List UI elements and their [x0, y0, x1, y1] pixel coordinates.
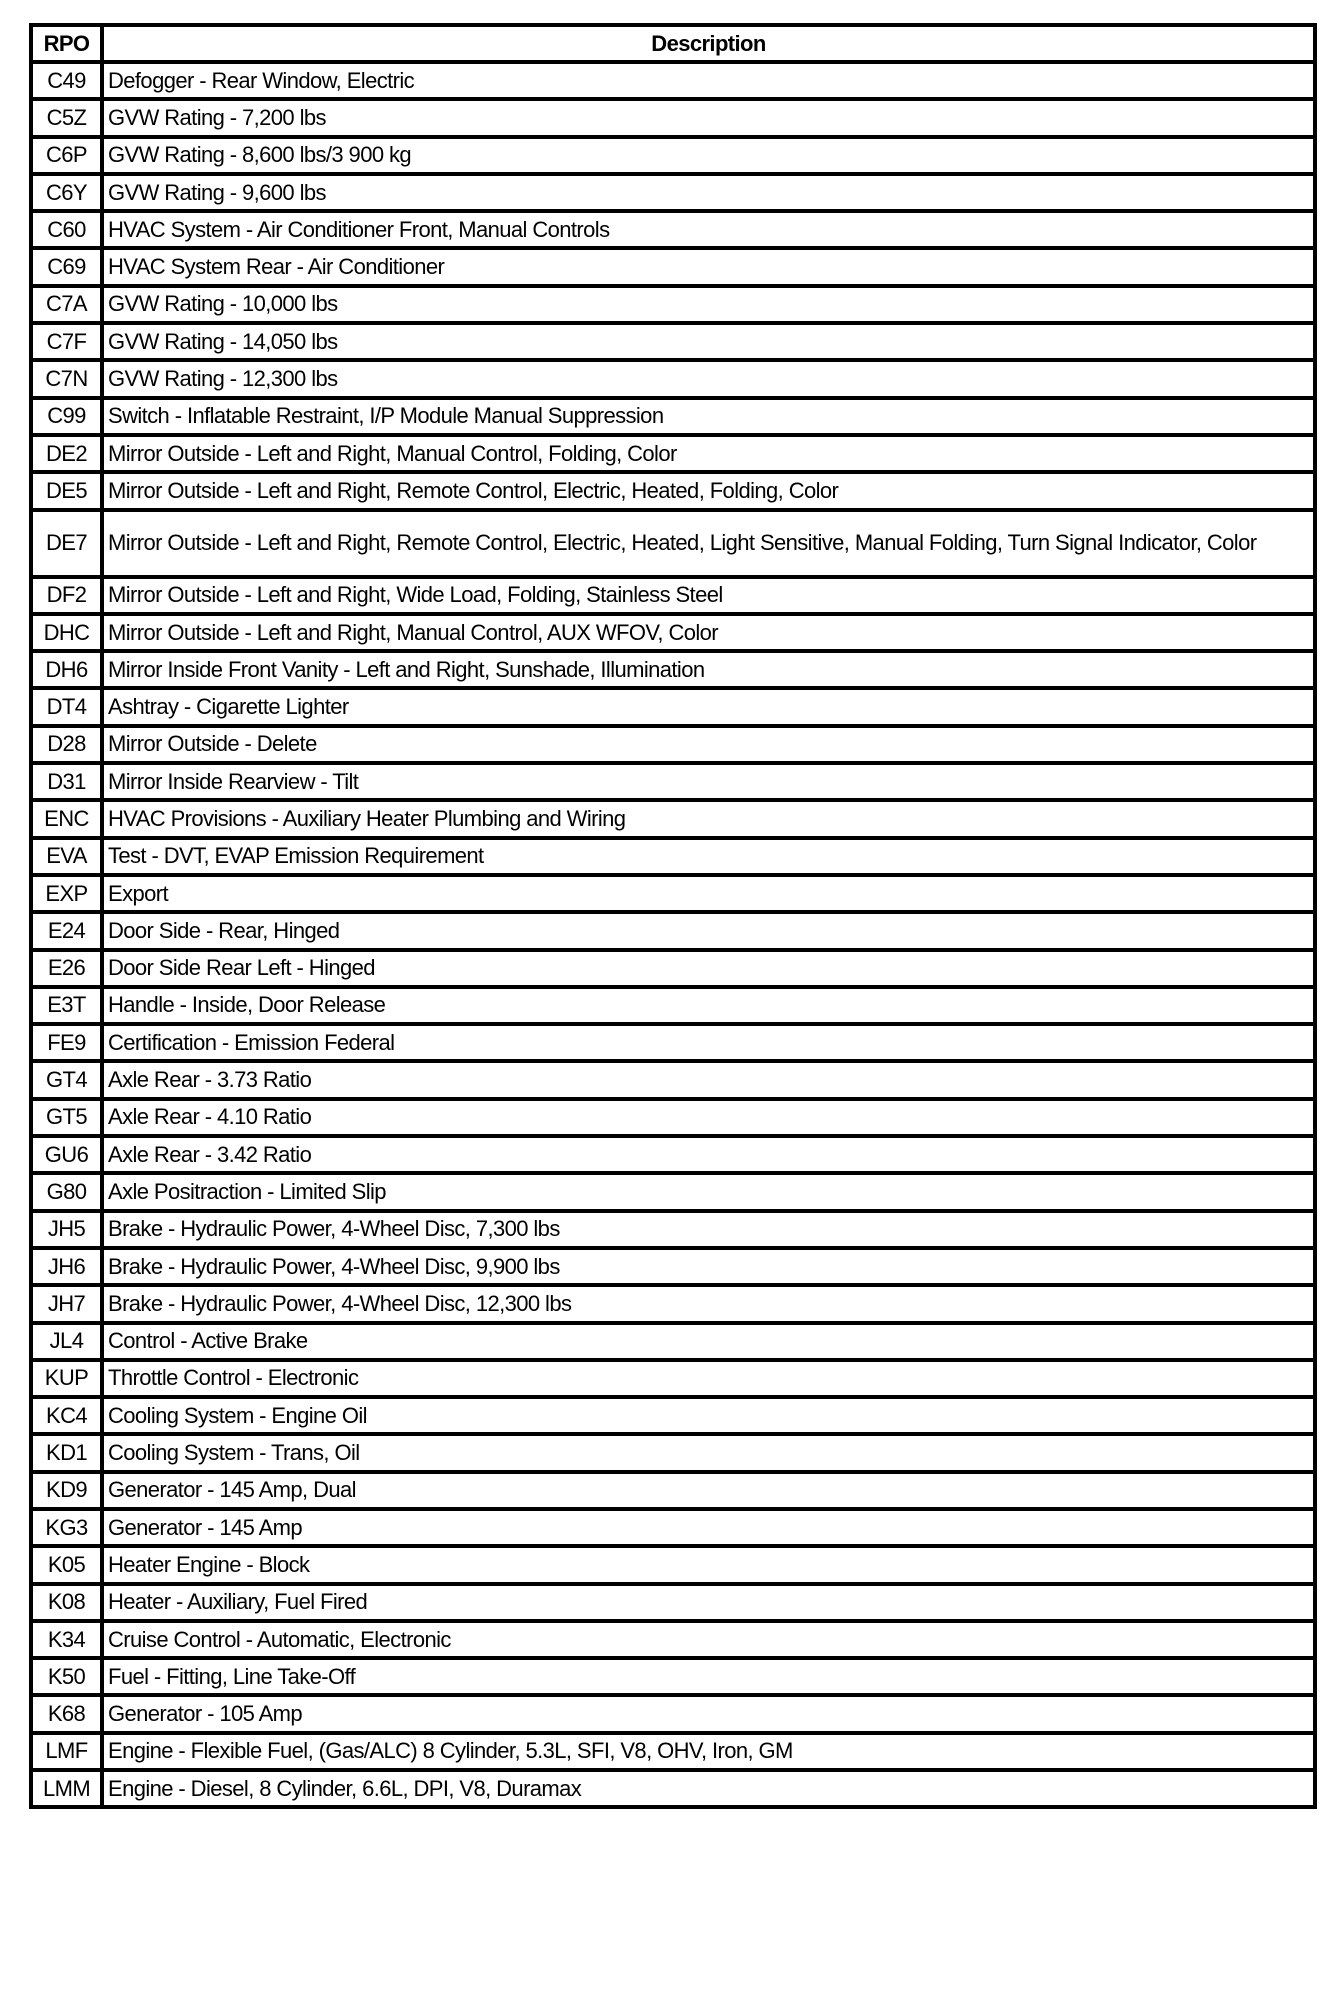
rpo-code-cell: DH6 — [31, 651, 102, 688]
rpo-code-cell: GT4 — [31, 1061, 102, 1098]
rpo-code-cell: K68 — [31, 1695, 102, 1732]
rpo-code-cell: KC4 — [31, 1397, 102, 1434]
table-row — [31, 912, 1315, 949]
table-row — [31, 1733, 1315, 1770]
rpo-code-cell: C5Z — [31, 99, 102, 136]
rpo-code-cell: DE5 — [31, 472, 102, 509]
rpo-code-cell: LMF — [31, 1733, 102, 1770]
description-cell: Brake - Hydraulic Power, 4-Wheel Disc, 7,300 lbs — [102, 1211, 1315, 1248]
description-cell: Defogger - Rear Window, Electric — [102, 62, 1315, 99]
description-cell: Cruise Control - Automatic, Electronic — [102, 1621, 1315, 1658]
rpo-code-cell: C7A — [31, 286, 102, 323]
rpo-code-cell: C99 — [31, 398, 102, 435]
description-cell: Axle Rear - 4.10 Ratio — [102, 1099, 1315, 1136]
table-row — [31, 1248, 1315, 1285]
description-cell: Generator - 145 Amp, Dual — [102, 1472, 1315, 1509]
table-row — [31, 1397, 1315, 1434]
table-row — [31, 1285, 1315, 1322]
table-row — [31, 137, 1315, 174]
description-cell: Switch - Inflatable Restraint, I/P Module Manual Suppression — [102, 398, 1315, 435]
description-cell: Cooling System - Engine Oil — [102, 1397, 1315, 1434]
table-row — [31, 360, 1315, 397]
rpo-code-table — [29, 23, 1317, 1809]
table-row — [31, 1061, 1315, 1098]
description-cell: Mirror Outside - Left and Right, Remote Control, Electric, Heated, Light Sensitive, Manual Folding, Turn Signal Indicator, Color — [102, 510, 1315, 577]
description-cell: GVW Rating - 8,600 lbs/3 900 kg — [102, 137, 1315, 174]
rpo-code-cell: JH7 — [31, 1285, 102, 1322]
rpo-code-cell: KD1 — [31, 1434, 102, 1471]
description-cell: Test - DVT, EVAP Emission Requirement — [102, 838, 1315, 875]
rpo-code-cell: ENC — [31, 800, 102, 837]
table-row — [31, 1621, 1315, 1658]
column-header-description: Description — [102, 25, 1315, 62]
table-row — [31, 1770, 1315, 1807]
table-row — [31, 614, 1315, 651]
rpo-code-cell: C7F — [31, 323, 102, 360]
description-cell: Axle Rear - 3.42 Ratio — [102, 1136, 1315, 1173]
rpo-code-cell: K50 — [31, 1658, 102, 1695]
rpo-code-cell: JH5 — [31, 1211, 102, 1248]
description-cell: GVW Rating - 10,000 lbs — [102, 286, 1315, 323]
rpo-code-cell: DE2 — [31, 435, 102, 472]
rpo-code-cell: KUP — [31, 1360, 102, 1397]
rpo-code-cell: DT4 — [31, 688, 102, 725]
table-row — [31, 248, 1315, 285]
description-cell: Handle - Inside, Door Release — [102, 987, 1315, 1024]
description-cell: Throttle Control - Electronic — [102, 1360, 1315, 1397]
description-cell: Mirror Inside Rearview - Tilt — [102, 763, 1315, 800]
description-cell: Door Side Rear Left - Hinged — [102, 950, 1315, 987]
rpo-code-cell: E24 — [31, 912, 102, 949]
description-cell: Mirror Outside - Left and Right, Remote Control, Electric, Heated, Folding, Color — [102, 472, 1315, 509]
description-cell: Ashtray - Cigarette Lighter — [102, 688, 1315, 725]
description-cell: HVAC System - Air Conditioner Front, Manual Controls — [102, 211, 1315, 248]
description-cell: Engine - Flexible Fuel, (Gas/ALC) 8 Cylinder, 5.3L, SFI, V8, OHV, Iron, GM — [102, 1733, 1315, 1770]
table-row — [31, 1695, 1315, 1732]
table-row — [31, 838, 1315, 875]
rpo-code-cell: JH6 — [31, 1248, 102, 1285]
table-body — [31, 62, 1315, 1807]
table-row — [31, 1658, 1315, 1695]
table-row — [31, 1173, 1315, 1210]
rpo-code-cell: FE9 — [31, 1024, 102, 1061]
description-cell: Door Side - Rear, Hinged — [102, 912, 1315, 949]
table-row — [31, 987, 1315, 1024]
rpo-code-cell: DHC — [31, 614, 102, 651]
table-row — [31, 1024, 1315, 1061]
table-row — [31, 1509, 1315, 1546]
table-row — [31, 577, 1315, 614]
rpo-code-cell: C49 — [31, 62, 102, 99]
table-row — [31, 688, 1315, 725]
table-row — [31, 651, 1315, 688]
description-cell: GVW Rating - 12,300 lbs — [102, 360, 1315, 397]
description-cell: Certification - Emission Federal — [102, 1024, 1315, 1061]
description-cell: Mirror Outside - Left and Right, Manual Control, Folding, Color — [102, 435, 1315, 472]
rpo-code-cell: DF2 — [31, 577, 102, 614]
description-cell: Axle Positraction - Limited Slip — [102, 1173, 1315, 1210]
table-row — [31, 1211, 1315, 1248]
table-row — [31, 1136, 1315, 1173]
table-row — [31, 1584, 1315, 1621]
description-cell: Heater - Auxiliary, Fuel Fired — [102, 1584, 1315, 1621]
table-row — [31, 62, 1315, 99]
rpo-code-cell: C7N — [31, 360, 102, 397]
description-cell: HVAC Provisions - Auxiliary Heater Plumbing and Wiring — [102, 800, 1315, 837]
description-cell: Brake - Hydraulic Power, 4-Wheel Disc, 9,900 lbs — [102, 1248, 1315, 1285]
table-row — [31, 1546, 1315, 1583]
description-cell: GVW Rating - 7,200 lbs — [102, 99, 1315, 136]
rpo-code-cell: KD9 — [31, 1472, 102, 1509]
table-row — [31, 800, 1315, 837]
table-row — [31, 875, 1315, 912]
description-cell: Generator - 145 Amp — [102, 1509, 1315, 1546]
rpo-code-cell: G80 — [31, 1173, 102, 1210]
table-row — [31, 211, 1315, 248]
rpo-code-cell: D31 — [31, 763, 102, 800]
rpo-code-cell: C6P — [31, 137, 102, 174]
rpo-code-cell: GT5 — [31, 1099, 102, 1136]
rpo-code-cell: K34 — [31, 1621, 102, 1658]
table-row — [31, 1472, 1315, 1509]
description-cell: Heater Engine - Block — [102, 1546, 1315, 1583]
description-cell: Control - Active Brake — [102, 1323, 1315, 1360]
rpo-code-cell: GU6 — [31, 1136, 102, 1173]
table-row — [31, 1323, 1315, 1360]
rpo-code-cell: D28 — [31, 726, 102, 763]
table-row — [31, 286, 1315, 323]
description-cell: Mirror Outside - Delete — [102, 726, 1315, 763]
column-header-rpo: RPO — [31, 25, 102, 62]
rpo-code-cell: K05 — [31, 1546, 102, 1583]
rpo-code-cell: C69 — [31, 248, 102, 285]
rpo-code-cell: EXP — [31, 875, 102, 912]
description-cell: GVW Rating - 14,050 lbs — [102, 323, 1315, 360]
rpo-code-cell: C60 — [31, 211, 102, 248]
description-cell: Mirror Inside Front Vanity - Left and Right, Sunshade, Illumination — [102, 651, 1315, 688]
table-row — [31, 472, 1315, 509]
rpo-code-cell: E3T — [31, 987, 102, 1024]
description-cell: Export — [102, 875, 1315, 912]
description-cell: Fuel - Fitting, Line Take-Off — [102, 1658, 1315, 1695]
table-header-row — [31, 25, 1315, 62]
table-row — [31, 1099, 1315, 1136]
rpo-code-cell: C6Y — [31, 174, 102, 211]
description-cell: Brake - Hydraulic Power, 4-Wheel Disc, 12,300 lbs — [102, 1285, 1315, 1322]
table-row — [31, 726, 1315, 763]
table-row — [31, 763, 1315, 800]
rpo-code-cell: JL4 — [31, 1323, 102, 1360]
description-cell: Mirror Outside - Left and Right, Manual Control, AUX WFOV, Color — [102, 614, 1315, 651]
table-row — [31, 398, 1315, 435]
table-row — [31, 99, 1315, 136]
table-row — [31, 510, 1315, 577]
table-row — [31, 323, 1315, 360]
rpo-code-cell: EVA — [31, 838, 102, 875]
description-cell: Cooling System - Trans, Oil — [102, 1434, 1315, 1471]
rpo-code-cell: LMM — [31, 1770, 102, 1807]
description-cell: Engine - Diesel, 8 Cylinder, 6.6L, DPI, V8, Duramax — [102, 1770, 1315, 1807]
description-cell: GVW Rating - 9,600 lbs — [102, 174, 1315, 211]
description-cell: Axle Rear - 3.73 Ratio — [102, 1061, 1315, 1098]
description-cell: Mirror Outside - Left and Right, Wide Load, Folding, Stainless Steel — [102, 577, 1315, 614]
rpo-code-cell: E26 — [31, 950, 102, 987]
table-row — [31, 950, 1315, 987]
description-cell: Generator - 105 Amp — [102, 1695, 1315, 1732]
table-row — [31, 435, 1315, 472]
rpo-code-cell: DE7 — [31, 510, 102, 577]
table-row — [31, 1360, 1315, 1397]
rpo-code-cell: K08 — [31, 1584, 102, 1621]
rpo-code-cell: KG3 — [31, 1509, 102, 1546]
table-row — [31, 1434, 1315, 1471]
table-row — [31, 174, 1315, 211]
description-cell: HVAC System Rear - Air Conditioner — [102, 248, 1315, 285]
